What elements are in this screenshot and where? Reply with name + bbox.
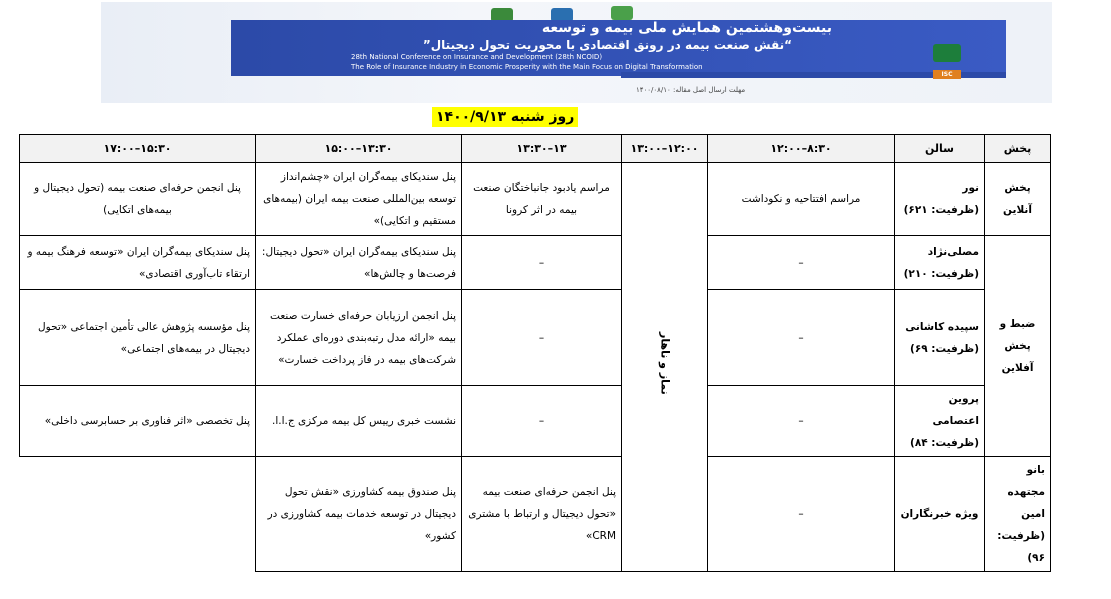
banner-deadline: مهلت ارسال اصل مقاله: ۱۴۰۰/۰۸/۱۰ xyxy=(636,86,746,94)
session-cell: مراسم یادبود جانباختگان صنعت بیمه در اثر کرونا xyxy=(462,163,622,236)
session-cell: – xyxy=(462,290,622,386)
banner-subtitle-fa: “نقش صنعت بیمه در رونق اقتصادی با محوریت تحول دیجیتال” xyxy=(422,38,792,52)
session-cell: مراسم افتتاحیه و نکوداشت xyxy=(708,163,895,236)
conference-banner xyxy=(101,2,1052,103)
hall-capacity: (ظرفیت: ۶۹) xyxy=(910,342,979,355)
hall-name: نور xyxy=(962,182,979,194)
header-row xyxy=(20,135,1051,163)
hall-cell xyxy=(895,163,985,236)
table-row xyxy=(20,236,1051,290)
broadcast-online: پخش آنلاین xyxy=(985,163,1051,236)
table-row xyxy=(20,163,1051,236)
table-row xyxy=(20,386,1051,457)
broadcast-recorded: ضبط و پخش آفلاین xyxy=(985,236,1051,457)
hall-cell xyxy=(895,290,985,386)
session-cell: ویژه خبرنگاران xyxy=(895,457,985,572)
prayer-break-label: نماز و ناهار xyxy=(658,331,672,395)
hall-cell xyxy=(895,236,985,290)
hall-name: پروین اعتصامی xyxy=(932,393,979,427)
table-row xyxy=(20,290,1051,386)
hall-capacity: (ظرفیت: ۹۶) xyxy=(997,530,1045,564)
schedule-table xyxy=(19,134,1051,572)
session-cell: – xyxy=(708,290,895,386)
header-slot-3: ۱۳–۱۳:۳۰ xyxy=(462,135,622,163)
banner-title-fa: بیست‌وهشتمین همایش ملی بیمه و توسعه xyxy=(541,20,832,36)
hall-cell xyxy=(985,457,1051,572)
session-cell: – xyxy=(708,236,895,290)
header-broadcast: پخش xyxy=(985,135,1051,163)
banner-title-en: 28th National Conference on Insurance and Development (28th NCOID) xyxy=(351,53,603,61)
hall-name: مصلی‌نژاد xyxy=(927,245,979,258)
isc-tag: ISC xyxy=(933,70,961,79)
header-slot-1: ۸:۳۰–۱۲:۰۰ xyxy=(708,135,895,163)
prayer-break-cell xyxy=(622,163,708,572)
session-cell: – xyxy=(708,457,895,572)
hall-capacity: (ظرفیت: ۸۴) xyxy=(910,437,979,449)
session-cell: پنل تخصصی «اثر فناوری بر حسابرسی داخلی» xyxy=(20,386,256,457)
session-cell: پنل انجمن حرفه‌ای صنعت بیمه (تحول دیجیتال و بیمه‌های اتکایی) xyxy=(20,163,256,236)
session-cell: پنل سندیکای بیمه‌گران ایران «چشم‌انداز توسعه بین‌المللی صنعت بیمه ایران (بیمه‌های مستقیم و اتکایی)» xyxy=(256,163,462,236)
session-cell: پنل صندوق بیمه کشاورزی «نقش تحول دیجیتال در توسعه خدمات بیمه کشاورزی در کشور» xyxy=(256,457,462,572)
session-cell: پنل انجمن حرفه‌ای صنعت بیمه «تحول دیجیتال و ارتباط با مشتری CRM» xyxy=(462,457,622,572)
header-slot-5: ۱۵:۳۰–۱۷:۰۰ xyxy=(20,135,256,163)
table-row xyxy=(20,457,1051,572)
session-cell: پنل سندیکای بیمه‌گران ایران «توسعه فرهنگ بیمه و ارتقاء تاب‌آوری اقتصادی» xyxy=(20,236,256,290)
header-slot-4: ۱۳:۳۰–۱۵:۰۰ xyxy=(256,135,462,163)
hall-capacity: (ظرفیت: ۶۲۱) xyxy=(903,204,979,216)
hall-cell xyxy=(895,386,985,457)
isc-logo xyxy=(933,44,961,62)
session-cell: پنل سندیکای بیمه‌گران ایران «تحول دیجیتال: فرصت‌ها و چالش‌ها» xyxy=(256,236,462,290)
session-cell: – xyxy=(708,386,895,457)
hall-name: بانو مجتهده امین xyxy=(1007,464,1045,520)
header-hall: سالن xyxy=(895,135,985,163)
sponsor-logo xyxy=(611,6,633,20)
date-label: روز شنبه ۱۴۰۰/۹/۱۳ xyxy=(432,107,578,127)
hall-name: سپیده کاشانی xyxy=(905,320,979,333)
header-slot-2: ۱۲:۰۰–۱۳:۰۰ xyxy=(622,135,708,163)
session-cell: پنل انجمن ارزیابان حرفه‌ای خسارت صنعت بیمه «ارائه مدل رتبه‌بندی دوره‌ای عملکرد شرکت‌های بیمه در فاز پرداخت خسارت» xyxy=(256,290,462,386)
banner-subtitle-en: The Role of Insurance Industry in Economic Prosperity with the Main Focus on Digital Transformation xyxy=(351,63,703,71)
session-cell: – xyxy=(462,236,622,290)
session-cell: نشست خبری رییس کل بیمه مرکزی ج.ا.ا. xyxy=(256,386,462,457)
session-cell: پنل مؤسسه پژوهش عالی تأمین اجتماعی «تحول دیجیتال در بیمه‌های اجتماعی» xyxy=(20,290,256,386)
session-cell: – xyxy=(462,386,622,457)
hall-capacity: (ظرفیت: ۲۱۰) xyxy=(903,267,979,280)
